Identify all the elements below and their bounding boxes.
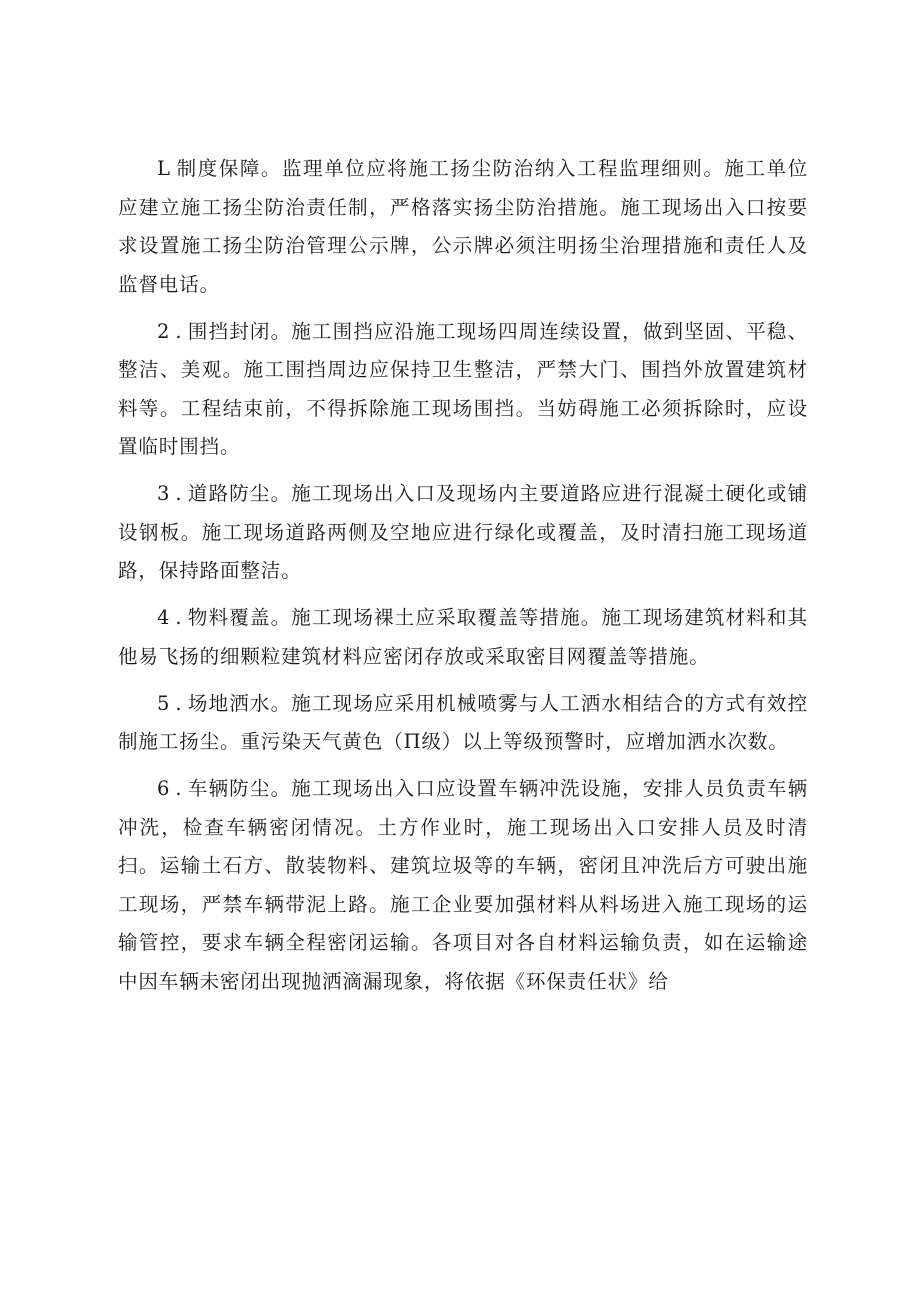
document-page <box>118 150 808 1010</box>
paragraph-number: L <box>157 157 176 180</box>
paragraph-text: 场地洒水。施工现场应采用机械喷雾与人工洒水相结合的方式有效控制施工扬尘。重污染天气黄色（П级）以上等级预警时，应增加洒水次数。 <box>118 691 808 753</box>
paragraph-text: 道路防尘。施工现场出入口及现场内主要道路应进行混凝土硬化或铺设钢板。施工现场道路两侧及空地应进行绿化或覆盖，及时清扫施工现场道路，保持路面整洁。 <box>118 482 808 582</box>
paragraph-number: 4. <box>157 606 188 629</box>
paragraph-text: 车辆防尘。施工现场出入口应设置车辆冲洗设施，安排人员负责车辆冲洗，检查车辆密闭情况。土方作业时，施工现场出入口安排人员及时清扫。运输土石方、散装物料、建筑垃圾等的车辆，密闭且冲洗后方可驶出施工现场，严禁车辆带泥上路。施工企业要加强材料从料场进入施工现场的运输管控，要求车辆全程密闭运输。各项目对各自材料运输负责，如在运输途中因车辆未密闭出现抛洒滴漏现象，将依据《环保责任状》给 <box>118 777 808 993</box>
paragraph-text: 物料覆盖。施工现场裸土应采取覆盖等措施。施工现场建筑材料和其他易飞扬的细颗粒建筑材料应密闭存放或采取密目网覆盖等措施。 <box>118 606 808 668</box>
paragraph-number: 2. <box>157 319 188 343</box>
paragraph-number: 5. <box>157 691 188 715</box>
paragraph-text: 制度保障。监理单位应将施工扬尘防治纳入工程监理细则。施工单位应建立施工扬尘防治责任制，严格落实扬尘防治措施。施工现场出入口按要求设置施工扬尘防治管理公示牌，公示牌必须注明扬尘治理措施和责任人及监督电话。 <box>118 157 808 296</box>
paragraph-2 <box>118 313 808 467</box>
paragraph-4 <box>118 599 808 676</box>
paragraph-text: 围挡封闭。施工围挡应沿施工现场四周连续设置，做到坚固、平稳、整洁、美观。施工围挡周边应保持卫生整洁，严禁大门、围挡外放置建筑材料等。工程结束前，不得拆除施工现场围挡。当妨碍施工必须拆除时，应设置临时围挡。 <box>118 319 808 458</box>
paragraph-6 <box>118 770 808 1001</box>
paragraph-3 <box>118 475 808 591</box>
paragraph-5 <box>118 685 808 762</box>
paragraph-number: 6. <box>157 777 188 800</box>
paragraph-number: 3. <box>157 482 188 505</box>
paragraph-1 <box>118 150 808 304</box>
